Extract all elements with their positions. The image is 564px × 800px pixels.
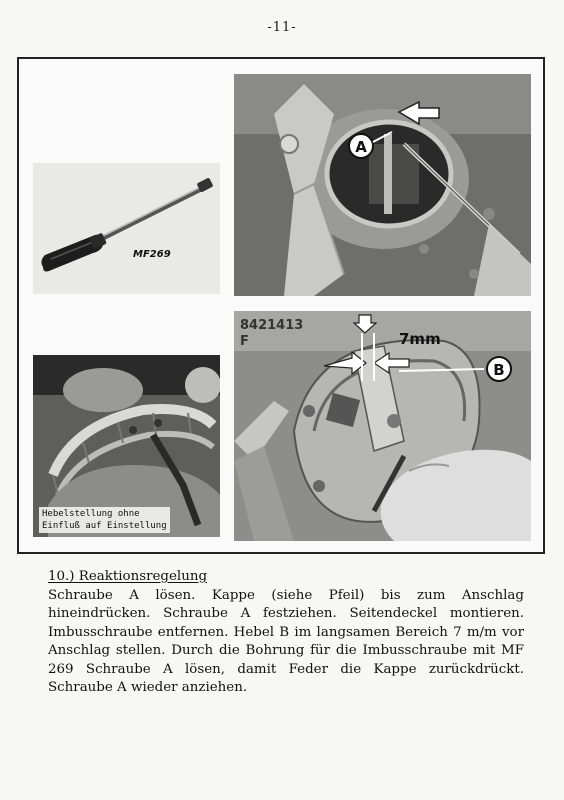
photo-panel	[17, 57, 545, 554]
tool-label: MF269	[133, 249, 171, 260]
page-number: -11-	[267, 20, 297, 35]
lever-caption-line1: Hebelstellung ohne	[42, 509, 140, 519]
gearbox-top-illustration	[234, 74, 531, 296]
measure-label: 7mm	[399, 330, 441, 348]
marker-a: A	[355, 138, 367, 156]
gearbox-bottom-illustration	[234, 311, 531, 541]
marker-b: B	[493, 361, 505, 379]
gearbox-photo-bottom	[234, 311, 531, 541]
gearbox-photo-top	[234, 74, 531, 296]
instruction-section	[48, 568, 524, 698]
section-heading: 10.) Reaktionsregelung	[48, 569, 208, 584]
part-code-letter: F	[240, 334, 249, 349]
part-code: 8421413	[240, 318, 304, 333]
lever-photo	[33, 355, 220, 537]
lever-caption	[39, 507, 170, 533]
screwdriver-illustration	[33, 163, 220, 294]
lever-caption-line2: Einfluß auf Einstellung	[42, 521, 167, 531]
section-body: Schraube A lösen. Kappe (siehe Pfeil) bis zum Anschlag hineindrücken. Schraube A festziehen. Seitendeckel montieren. Imbusschraube entfernen. Hebel B im langsamen Bereich 7 m/m vor Anschlag stellen. Durch die Bohrung für die Imbusschraube mit MF 269 Schraube A lösen, damit Feder die Kappe zurückdrückt. Schraube A wieder anziehen.	[48, 587, 524, 695]
tool-photo	[33, 163, 220, 294]
